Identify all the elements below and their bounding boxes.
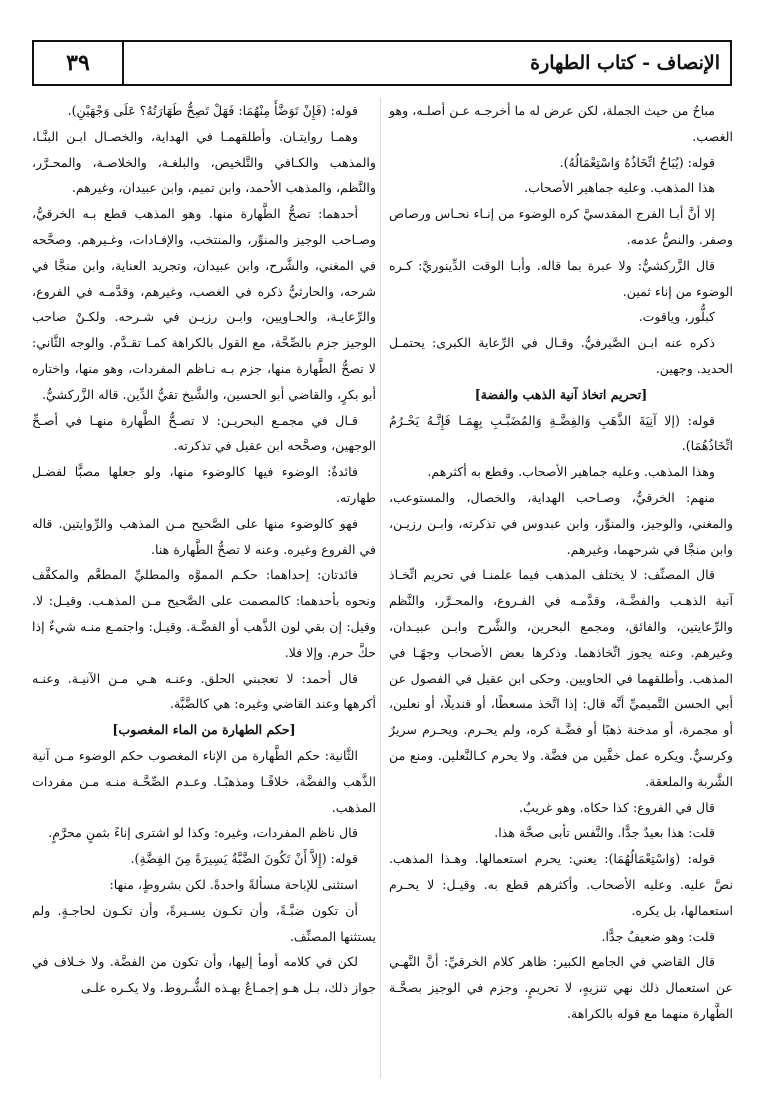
paragraph: قوله: (فَإِنْ تَوَضَّأَ مِنْهُمَا: فَهَلْ تَصِحُّ طَهَارَتُهُ؟ عَلَى وَجْهَيْنِ). [67,103,358,118]
paragraph: قلت: هذا بعيدٌ جدًّا. والنَّفس تأبى صحَّة هذا. [494,825,715,841]
paragraph: قلت: وهو ضعيفٌ جدًّا. [601,928,715,944]
section-heading: [تحريم اتخاذ آنية الذهب والفضة] [474,386,648,402]
paragraph: الثَّانية: حكم الطَّهارة من الإناء المغصوب حكم الوضوء مـن آنية الذَّهب والفضَّة، خلافًـا ومذهبًـا. وعـدم الصِّحَّـة منـه مـن مفردات المذهب. [32,747,376,815]
paragraph: قال القاضي في الجامع الكبير: ظاهر كلام الخرقيِّ: أنَّ النَّهـي عن استعمال ذلك نهي تنزيهٍ، لا تحريمٍ. وجزم في الوجيز بصحَّـة الطَّهارة منهما مع قوله بالكراهة. [389,954,733,1021]
paragraph: قوله: (يُبَاحُ اتِّخَاذُهُ وَاسْتِعْمَالُهُ). [559,154,715,170]
paragraph: وهذا المذهب. وعليه جماهير الأصحاب. وقطع به أكثرهم. [427,464,715,480]
paragraph: فائدةٌ: الوضوء فيها كالوضوء منها، ولو جعلها مصبًّا لفضـل طهارته. [32,464,376,505]
paragraph: قـال في مجمـع البحريـن: لا تصـحُّ الطَّهارة منهـا في أصـحِّ الوجهين، وصحَّحه ابن عقيل في تذكرته. [32,412,376,454]
paragraph: إلا أنَّ أبـا الفرج المقدسيَّ كره الوضوء من إنـاء نحـاس ورصاص وصفر. والنصُّ عدمه. [389,206,733,247]
paragraph: فهو كالوضوء منها على الصَّحيح مـن المذهب والرِّوايتين. قاله في الفروع وغيره. وعنه لا تصحُّ الطَّهارة هنا. [32,515,376,557]
paragraph: قال الزَّركشيُّ: ولا عبرة بما قاله. وأبـا الوقت الدِّينوريَّ: كـره الوضوء من إناء ثمين. [389,257,733,299]
paragraph: قال أحمد: لا تعجبني الحلق. وعنـه هـي مـن الآنيـة. وعنـه أكرهها وعند القاضي وغيره: هي كالضَّبَّة. [32,670,376,712]
paragraph: قوله: (إِلاَّ أَنْ تَكُونَ الضَّبَّةُ يَسِيرَةً مِنَ الفِضَّةِ). [130,851,358,867]
right-column [389,98,733,1027]
running-title: الإنصاف - كتاب الطهارة [530,52,720,74]
paragraph: مباحٌ من حيث الجملة، لكن عرض له ما أخرجـه عـن أصلـه، وهو الغصب. [389,103,733,144]
paragraph: قال ناظم المفردات، وغيره: وكذا لو اشترى إناءً بثمنٍ محرَّمٍ. [48,825,358,841]
paragraph: منهم: الخرقيُّ، وصـاحب الهداية، والخصال، والمستوعب، والمغني، والوجيز، والمنوِّر، وابن عبدوس في تذكرته، وابـن رزيـن، وابن منجَّا في شرحهما، وغيرهم. [389,489,733,557]
left-column [32,98,376,1001]
page-number: ٣٩ [66,50,90,76]
page-header [32,40,732,86]
paragraph: قال المصنِّف: لا يختلف المذهب فيما علمنـا في تحريم اتِّخـاذ آنية الذهـب والفضَّـة، وقدَّمـه في الفـروع، والمحـرَّر، والنَّظم والرِّعايتين، والفائق، ومجمع البحرين، والشَّرح وابـن عبيـدان، وغيرهم. وعنه يجوز اتِّخاذهما. وذكرها بعض الأصحاب وجهًـا في المذهب. وأطلقهما في الحاويين. وحكى ابن عقيل في الفصول عن أبي الحسن التَّميميِّ أنَّه قال: إذا اتَّخذ مسعطًا، أو قنديلًا، أو نعلين، أو مجمرة، أو مدخنة ذهبًا أو فضَّـة كره، ولم يحـرم. ويحـرم سريرٌ وكرسيٌّ. ويكره عمل خفَّين من فضَّة. ولا يحرم كـالنَّعلين. ومنع من الشَّربة والملعقة. [389,567,733,789]
section-heading: [حكم الطهارة من الماء المغصوب] [112,722,296,738]
paragraph: أحدهما: تصحُّ الطَّهارة منها. وهو المذهب قطع بـه الخرقيُّ، وصـاحب الوجيز والمنوِّر، والمنتخب، والإفـادات، وغـيرهم. وصحَّحه في المغني، والشَّرح، وابن عبيدان، وتجريد العناية، وابن منجَّا في شرحه، والحارثيُّ ذكره في الغصب، وغيرهم، وقدَّمـه في الفروع، والرِّعايـة، والحـاويين، وابـن رزيـن في شـرحه. ولكـنْ صاحب الوجيز جزم بالصِّحَّة، مع القول بالكراهة كمـا تقـدَّم. والوجه الثَّاني: لا تصحُّ الطَّهارة منها، جزم بـه نـاظم المفردات، وهو منها، واختاره أبو بكرٍ، والقاضي أبو الحسين، والشَّيخ تقيُّ الدِّين. قاله الزَّركشيُّ. [32,206,376,402]
paragraph: لكن في كلامه أومأ إليها، وأن تكون من الفضَّة. ولا خـلاف في جواز ذلك، بـل هـو إجمـاعٌ بهـذه الشُّـروط. ولا يكـره علـى [32,954,376,996]
paragraph: كبلُّور، وياقوت. [638,309,715,325]
paragraph: قوله: (وَاسْتِعْمَالُهُمَا): يعني: يحرم استعمالها. وهـذا المذهب. نصَّ عليه. وعليه الأصحاب. وأكثرهم قطع به. وقيـل: لا يحـرم استعمالها، بل يكره. [389,851,733,918]
paragraph: ذكره عنه ابـن الصَّيرفيُّ. وقـال في الرِّعاية الكبرى: يحتمـل الحديد. وجهين. [389,335,733,376]
paragraph: هذا المذهب. وعليه جماهير الأصحاب. [524,180,715,196]
paragraph: استثنى للإباحة مسألةً واحدةً. لكن بشروطٍ، منها: [109,876,358,892]
paragraph: قوله: (إلا آنِيَةَ الذَّهَبِ وَالفِضَّـةِ وَالمُضَبَّـبِ بِهِمَـا فَإِنَّـهُ يَحْـرُمُ اتِّخَاذُهُمَا). [389,412,733,454]
header-divider [122,42,124,84]
paragraph: أن تكون ضبَّـةً، وأن تكـون يسـيرةً، وأن تكـون لحاجـةٍ. ولم يستثنها المصنِّف. [32,902,376,944]
paragraph: فائدتان: إحداهما: حكـم المموَّه والمطليِّ المطعَّم والمكفَّف ونحوه بأحدهما: كالمصمت على الصَّحيح مـن المذهـب. وقيـل: لا. وقيل: إن بقي لون الذَّهب أو الفضَّـة. وقيـل: واجتمـع منـه شيءٌ إذا حكَّ حرم. وإلا فلا. [32,567,376,660]
paragraph: قال في الفروع: كذا حكاه. وهو غريبٌ. [519,799,715,815]
paragraph: وهمـا روايتـان. وأطلقهمـا في الهداية، والخصـال ابـن البنَّـا، والمذهب والكـافي والتَّلخيص، والبلغـة، والخلاصـة، والمحـرَّر، والنَّظم، والمذهب الأحمد، وابن تميم، وابن عبيدان، وغيرهم. [32,128,376,196]
column-gutter [380,98,381,1078]
